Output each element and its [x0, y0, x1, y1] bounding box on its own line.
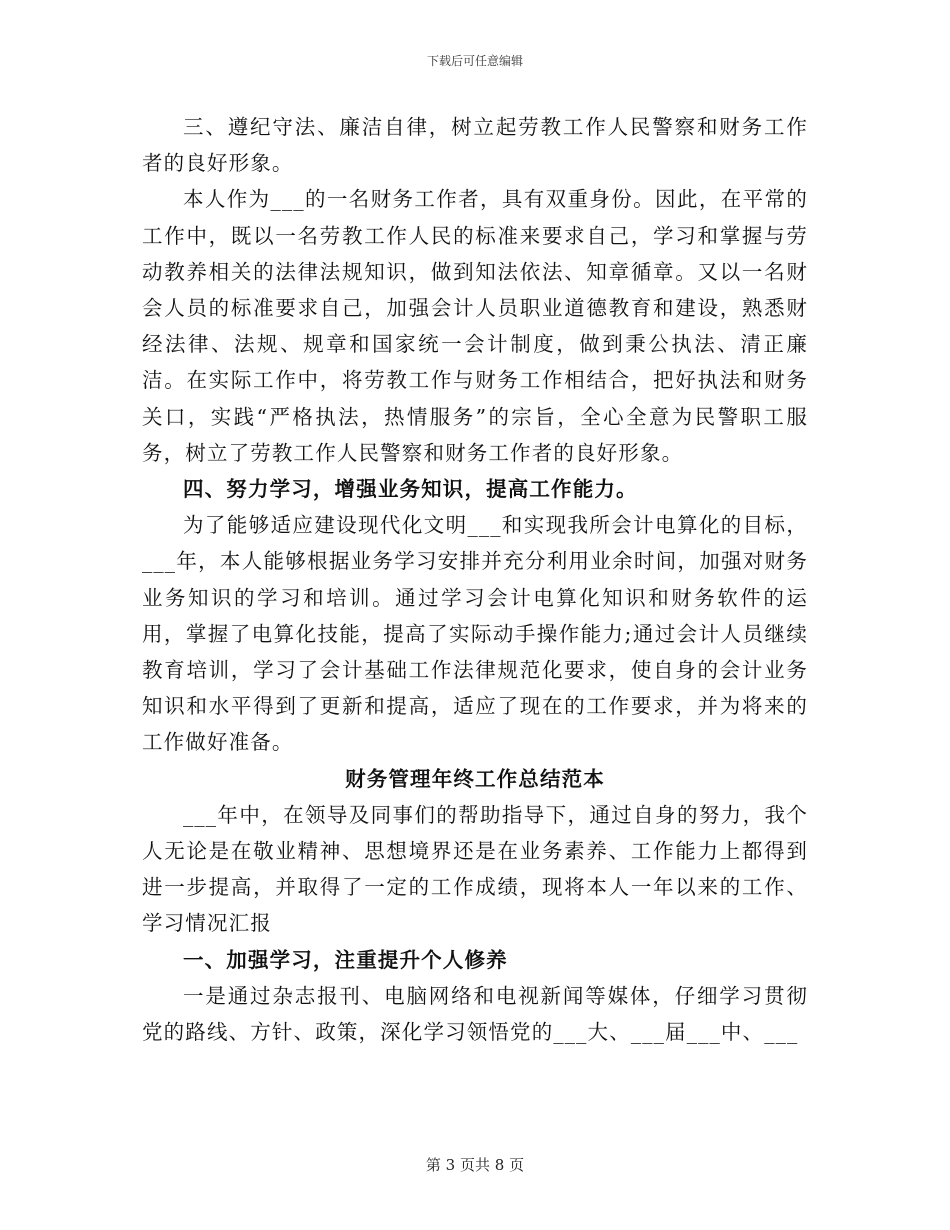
body-paragraph-study: 为了能够适应建设现代化文明___和实现我所会计电算化的目标，___年，本人能够根据业务学习安排并充分利用业余时间，加强对财务业务知识的学习和培训。通过学习会计电算化知识和财务软件的运用，掌握了电算化技能，提高了实际动手操作能力;通过会计人员继续教育培训，学习了会计基础工作法律规范化要求，使自身的会计业务知识和水平得到了更新和提高，适应了现在的工作要求，并为将来的工作做好准备。 — [142, 513, 808, 755]
page-number: 第 3 页共 8 页 — [425, 1156, 525, 1174]
section-three-heading-paragraph: 三、遵纪守法、廉洁自律，树立起劳教工作人民警察和财务工作者的良好形象。 — [142, 115, 808, 176]
page-header — [0, 52, 950, 70]
body-paragraph-intro: ___年中，在领导及同事们的帮助指导下，通过自身的努力，我个人无论是在敬业精神、思想境界还是在业务素养、工作能力上都得到进一步提高，并取得了一定的工作成绩，现将本人一年以来的工作、学习情况汇报 — [142, 802, 808, 936]
body-paragraph-dual-identity: 本人作为___的一名财务工作者，具有双重身份。因此，在平常的工作中，既以一名劳教工作人民的标准来要求自己，学习和掌握与劳动教养相关的法律法规知识，做到知法依法、知章循章。又以一名财会人员的标准要求自己，加强会计人员职业道德教育和建设，熟悉财经法律、法规、规章和国家统一会计制度，做到秉公执法、清正廉洁。在实际工作中，将劳教工作与财务工作相结合，把好执法和财务关口，实践“严格执法，热情服务”的宗旨，全心全意为民警职工服务，树立了劳教工作人民警察和财务工作者的良好形象。 — [142, 187, 808, 465]
section-four-heading: 四、努力学习，增强业务知识，提高工作能力。 — [183, 477, 638, 502]
header-note: 下载后可任意编辑 — [426, 54, 523, 68]
section-one-heading: 一、加强学习，注重提升个人修养 — [183, 947, 508, 972]
page-footer — [0, 1155, 950, 1175]
body-paragraph-study-media: 一是通过杂志报刊、电脑网络和电视新闻等媒体，仔细学习贯彻党的路线、方针、政策，深化学习领悟党的___大、___届___中、___ — [142, 983, 808, 1045]
document-body — [142, 109, 808, 1050]
document-title: 财务管理年终工作总结范本 — [345, 766, 605, 791]
